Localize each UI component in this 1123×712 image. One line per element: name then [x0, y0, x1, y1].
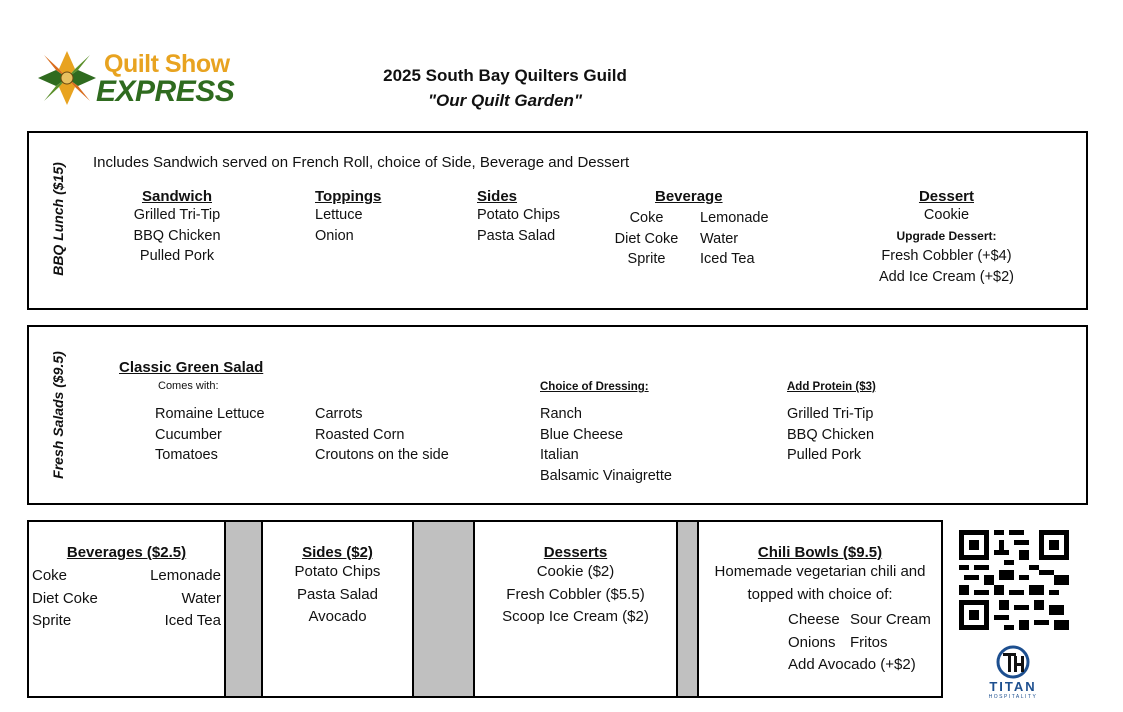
- beverage-col1: [604, 208, 689, 270]
- list-item: Cheese: [788, 611, 840, 628]
- sides-panel: [263, 544, 412, 629]
- list-item: Roasted Corn: [315, 426, 405, 443]
- list-item: Grilled Tri-Tip: [133, 207, 221, 223]
- list-item: Blue Cheese: [540, 426, 624, 443]
- sides-header: Sides: [477, 188, 518, 205]
- beverages-panel: [29, 522, 224, 696]
- logo-line1: Quilt Show: [104, 50, 230, 78]
- list-item: Water: [700, 230, 739, 247]
- sides-column: [477, 188, 607, 246]
- list-item: Romaine Lettuce: [155, 406, 265, 422]
- list-item: Onions: [788, 633, 836, 651]
- beverages-left: [32, 565, 132, 633]
- titan-hospitality-logo: [972, 644, 1054, 700]
- divider-spacer: [412, 522, 475, 696]
- list-item: Scoop Ice Cream ($2): [502, 608, 649, 625]
- beverage-col2: [700, 208, 800, 270]
- fresh-salads-label: Fresh Salads ($9.5): [50, 351, 66, 479]
- page-subtitle: "Our Quilt Garden": [427, 91, 583, 110]
- list-item: Fritos: [850, 633, 888, 651]
- quilt-show-express-logo: [36, 49, 246, 109]
- list-item: Avocado: [308, 608, 367, 625]
- list-item: Lemonade: [150, 567, 221, 584]
- bbq-intro: Includes Sandwich served on French Roll, choice of Side, Beverage and Dessert: [93, 154, 630, 171]
- beverage-header: Beverage: [655, 188, 723, 205]
- dessert-header: Dessert: [918, 188, 975, 205]
- list-item: Tomatoes: [155, 447, 218, 464]
- list-item: Iced Tea: [164, 612, 221, 629]
- bbq-lunch-section: [27, 131, 1088, 310]
- list-item: Lemonade: [700, 210, 769, 226]
- chili-header: Chili Bowls ($9.5): [757, 544, 883, 561]
- list-item: Fresh Cobbler ($5.5): [506, 585, 645, 603]
- protein-list: [787, 404, 937, 466]
- list-item: Croutons on the side: [315, 447, 449, 464]
- list-item: Cucumber: [155, 426, 222, 443]
- titan-tag: HOSPITALITY: [988, 694, 1038, 700]
- dessert-column: [859, 188, 1034, 287]
- titan-th-icon: [994, 644, 1032, 680]
- list-item: Balsamic Vinaigrette: [540, 467, 672, 484]
- list-item: Potato Chips: [477, 207, 561, 223]
- divider-spacer: [676, 522, 699, 696]
- dressing-list: [540, 404, 720, 486]
- list-item: Carrots: [315, 406, 363, 422]
- list-item: Sour Cream: [850, 611, 931, 628]
- logo-line2: EXPRESS: [96, 75, 235, 108]
- list-item: Water: [181, 589, 221, 607]
- list-item: Pulled Pork: [787, 447, 862, 464]
- list-item: Potato Chips: [294, 563, 381, 580]
- quilt-star-icon: [36, 49, 98, 107]
- list-item: Lettuce: [315, 207, 363, 223]
- comes-with-label: Comes with:: [158, 380, 219, 392]
- chili-add-avocado: Add Avocado (+$2): [788, 656, 916, 673]
- list-item: Diet Coke: [32, 589, 98, 607]
- list-item: Onion: [315, 227, 354, 244]
- salad-col1: [155, 404, 305, 466]
- list-item: Coke: [629, 210, 664, 226]
- chili-options-b: [850, 609, 931, 654]
- sides-menu-header: Sides ($2): [302, 544, 373, 561]
- chili-options-a: [788, 609, 840, 654]
- bbq-lunch-label: BBQ Lunch ($15): [50, 162, 66, 276]
- salad-title: Classic Green Salad: [119, 359, 264, 376]
- list-item: Grilled Tri-Tip: [787, 406, 874, 422]
- list-item: Fresh Cobbler (+$4): [881, 248, 1012, 265]
- chili-desc2: topped with choice of:: [747, 585, 893, 603]
- beverages-header: Beverages ($2.5): [66, 544, 187, 561]
- list-item: Cookie ($2): [536, 563, 615, 580]
- qr-code-icon: [959, 530, 1069, 630]
- list-item: Iced Tea: [700, 251, 755, 268]
- list-item: BBQ Chicken: [787, 426, 875, 443]
- toppings-column: [315, 188, 435, 246]
- list-item: Pulled Pork: [139, 248, 215, 265]
- list-item: Sprite: [32, 612, 72, 629]
- beverages-right: [124, 565, 221, 633]
- list-item: Add Ice Cream (+$2): [879, 268, 1014, 285]
- salad-col2: [315, 404, 485, 466]
- dressing-header: Choice of Dressing:: [540, 381, 649, 393]
- upgrade-dessert-label: Upgrade Dessert:: [896, 228, 997, 243]
- titan-name: TITAN: [989, 679, 1037, 694]
- chili-desc1: Homemade vegetarian chili and: [714, 563, 926, 580]
- desserts-header: Desserts: [543, 544, 608, 561]
- toppings-header: Toppings: [315, 188, 382, 205]
- list-item: BBQ Chicken: [133, 227, 221, 244]
- page-title: 2025 South Bay Quilters Guild: [383, 66, 627, 85]
- fresh-salads-section: [27, 325, 1088, 505]
- list-item: Cookie: [923, 207, 970, 223]
- protein-header: Add Protein ($3): [787, 381, 876, 393]
- list-item: Ranch: [540, 406, 582, 422]
- sandwich-column: [114, 188, 240, 267]
- desserts-panel: [475, 544, 676, 629]
- sandwich-header: Sandwich: [141, 188, 212, 205]
- list-item: Pasta Salad: [477, 227, 556, 244]
- list-item: Diet Coke: [614, 230, 679, 247]
- list-item: Pasta Salad: [297, 585, 378, 603]
- list-item: Coke: [32, 567, 68, 584]
- divider-spacer: [224, 522, 263, 696]
- chili-panel: [699, 544, 941, 694]
- list-item: Sprite: [627, 251, 666, 268]
- list-item: Italian: [540, 447, 579, 464]
- bottom-menu-row: [27, 520, 943, 698]
